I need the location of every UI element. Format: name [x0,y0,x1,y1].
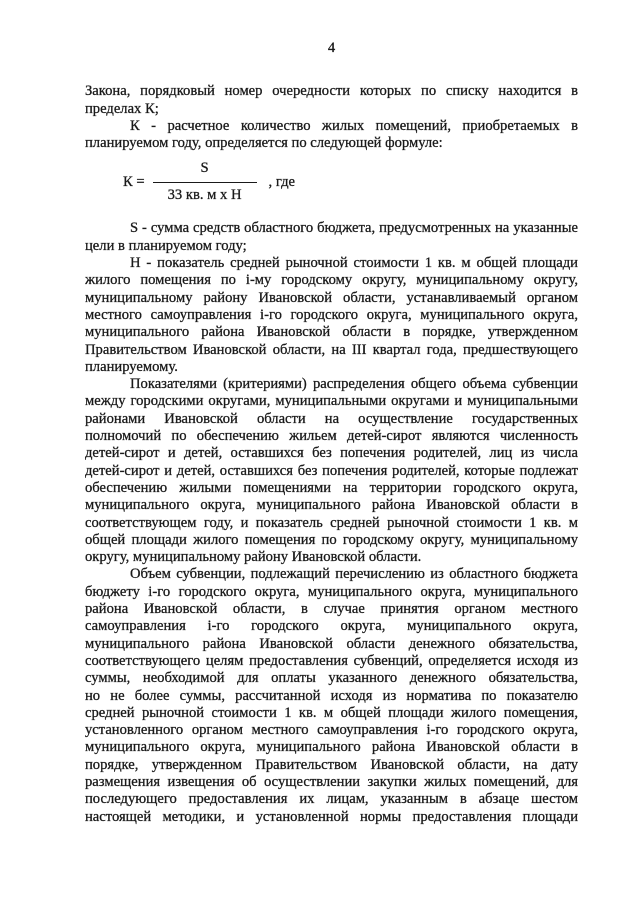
text-line: пределах К; [85,100,159,117]
text-line: соответствующем году, и показатель средней рыночной стоимости 1 кв. м [85,514,578,531]
text-line: К - расчетное количество жилых помещений, приобретаемых в [130,117,578,134]
paragraph [85,376,578,566]
formula-lhs: К = [123,173,145,190]
formula-block [123,160,578,204]
paragraphs-after-formula [85,220,578,825]
text-line: планируемому. [85,358,178,375]
text-line: общей площади жилого помещения по городскому округу, муниципальному [85,531,578,548]
text-line: настоящей методики, и установленной нормы предоставления площади [85,808,578,825]
text-line: самоуправления i-го городского округа, муниципального округа, [85,618,578,635]
paragraph [85,83,578,118]
text-line: порядке, утвержденном Правительством Ивановской области, на дату [85,756,578,773]
text-line: Показателями (критериями) распределения общего объема субвенции [130,376,578,393]
text-line: S - сумма средств областного бюджета, предусмотренных на указанные [130,220,578,237]
text-line: размещения извещения об осуществлении закупки жилых помещений, для [85,773,578,790]
text-line: установленного органом местного самоуправления i-го городского округа, [85,722,578,739]
text-line: бюджету i-го городского округа, муниципального округа, муниципального [85,583,578,600]
text-line: соответствующего целям предоставления субвенций, определяется исходя из [85,652,578,669]
text-line: Закона, порядковый номер очередности которых по списку находится в [85,83,578,100]
text-line: между городскими округами, муниципальными округами и муниципальными [85,393,578,410]
formula-denominator: 33 кв. м х Н [153,182,257,204]
text-line: муниципального района Ивановской области денежного обязательства, [85,635,578,652]
paragraph [85,255,578,376]
text-line: Н - показатель средней рыночной стоимости 1 кв. м общей площади [130,255,578,272]
paragraph [85,118,578,153]
text-line: муниципального района Ивановской области в порядке, утвержденном [85,324,578,341]
text-line: жилого помещения по i-му городскому округу, муниципальному округу, [85,272,578,289]
text-line: муниципальному району Ивановской области, устанавливаемый органом [85,289,578,306]
text-line: районами Ивановской области на осуществление государственных [85,410,578,427]
text-line: муниципального округа, муниципального района Ивановской области в [85,497,578,514]
text-line: планируемом году, определяется по следующей формуле: [85,135,443,152]
paragraphs-before-formula [85,83,578,152]
text-line: района Ивановской области, в случае принятия органом местного [85,601,578,618]
paragraph [85,220,578,255]
text-line: округу, муниципальному району Ивановской области. [85,549,422,566]
paragraph [85,566,578,825]
text-line: полномочий по обеспечению жильем детей-сирот являются численность [85,428,578,445]
text-line: Правительством Ивановской области, на III квартал года, предшествующего [85,341,578,358]
text-line: цели в планируемом году; [85,237,247,254]
text-line: местного самоуправления i-го городского округа, муниципального округа, [85,306,578,323]
formula-fraction [153,160,257,204]
text-line: последующего предоставления их лицам, указанным в абзаце шестом [85,791,578,808]
document-content [85,40,578,826]
formula-numerator: S [200,160,209,177]
text-line: муниципального округа, муниципального района Ивановской области в [85,739,578,756]
text-line: но не более суммы, рассчитанной исходя из норматива по показателю [85,687,578,704]
text-line: обеспечению жилыми помещениями на территории городского округа, [85,479,578,496]
text-line: Объем субвенции, подлежащий перечислению из областного бюджета [130,566,578,583]
text-line: средней рыночной стоимости 1 кв. м общей площади жилого помещения, [85,704,578,721]
text-line: детей-сирот и детей, оставшихся без попечения родителей, которые подлежат [85,462,578,479]
formula-suffix: , где [268,173,295,190]
page-number: 4 [327,40,336,56]
text-line: суммы, необходимой для оплаты указанного денежного обязательства, [85,670,578,687]
text-line: детей-сирот и детей, оставшихся без попечения родителей, лиц из числа [85,445,578,462]
